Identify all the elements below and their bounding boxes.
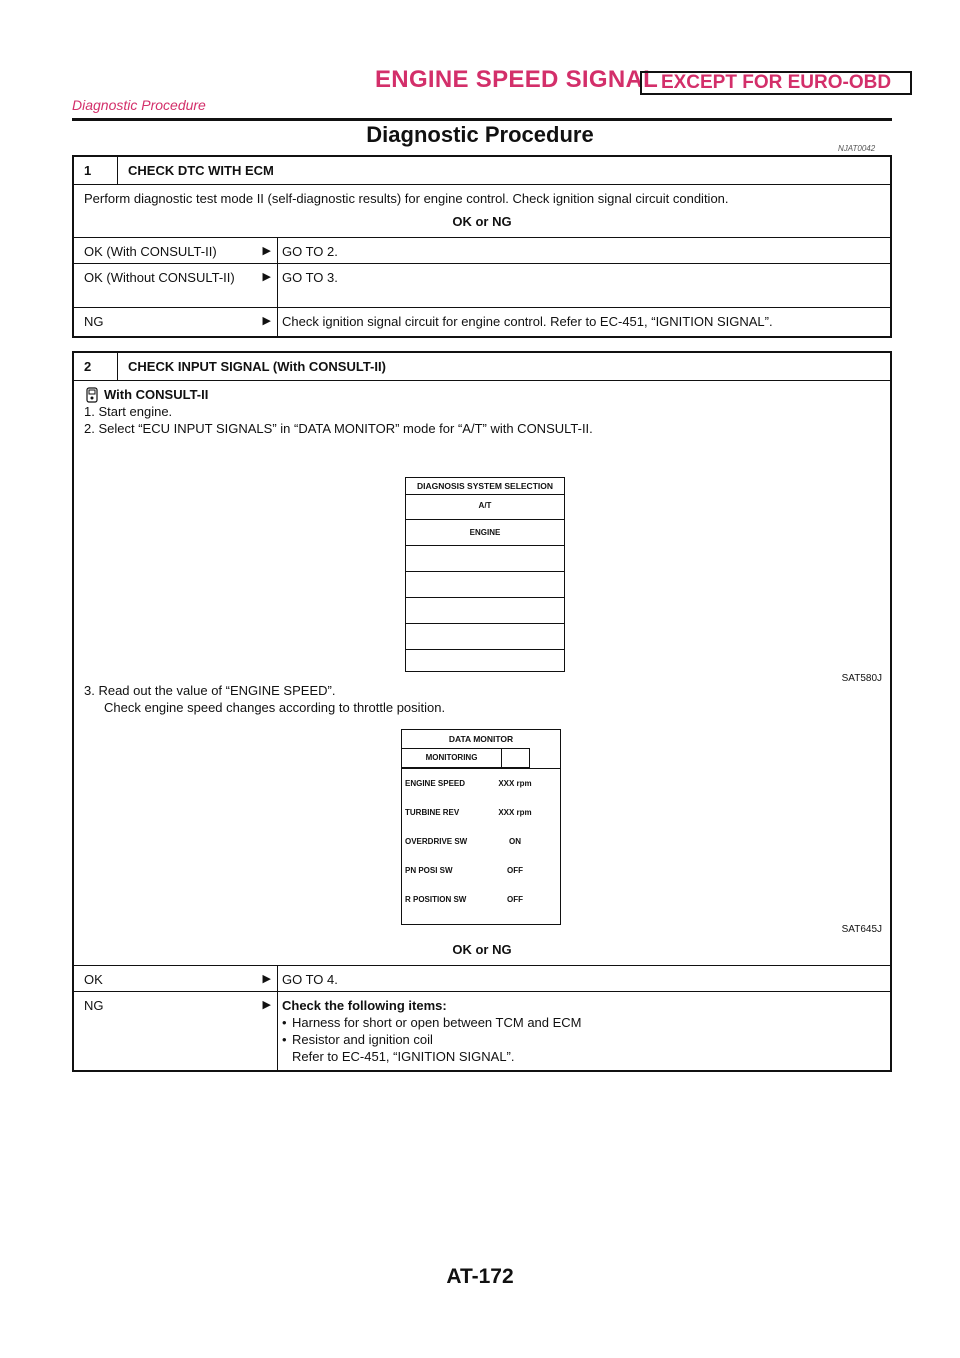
- diagnosis-system-selection-screen: [405, 477, 565, 672]
- screen2-row: TURBINE REV XXX rpm: [405, 808, 532, 817]
- step2-header: [74, 353, 890, 380]
- arrow-icon: ▶: [262, 245, 271, 257]
- figure-id-sat580j: SAT580J: [841, 673, 882, 684]
- screen2-tab-blank: [502, 748, 530, 768]
- screen2-row: OVERDRIVE SW ON: [405, 837, 521, 846]
- step1-ok-ng: OK or NG: [452, 214, 512, 229]
- step2-ng-label: NG: [84, 998, 104, 1013]
- instruction-2: 2. Select “ECU INPUT SIGNALS” in “DATA MONITOR” mode for “A/T” with CONSULT-II.: [84, 421, 593, 436]
- step1-result-row: [74, 237, 890, 263]
- screen1-item-engine: ENGINE: [406, 520, 564, 546]
- header-divider: [72, 118, 892, 121]
- step1-result-action: GO TO 2.: [277, 238, 890, 263]
- step2-ok-ng: OK or NG: [452, 942, 512, 957]
- reference-code: NJAT0042: [838, 144, 876, 153]
- step1-result-label: OK (With CONSULT-II): [84, 244, 217, 259]
- ng-check-title: Check the following items:: [282, 998, 447, 1013]
- data-monitor-screen: [401, 729, 561, 925]
- screen2-monitoring-tab: MONITORING: [402, 748, 502, 768]
- section-title: ENGINE SPEED SIGNAL: [375, 66, 659, 93]
- ng-refer-text: Refer to EC-451, “IGNITION SIGNAL”.: [292, 1049, 515, 1064]
- arrow-icon: ▶: [262, 315, 271, 327]
- screen2-row: PN POSI SW OFF: [405, 866, 523, 875]
- screen2-row: ENGINE SPEED XXX rpm: [405, 779, 532, 788]
- step2-number: 2: [74, 353, 118, 380]
- step1-body: [74, 184, 890, 237]
- with-consult-label: With CONSULT-II: [104, 387, 209, 402]
- instruction-1: 1. Start engine.: [84, 404, 173, 419]
- step1-result-label: OK (Without CONSULT-II): [84, 270, 235, 285]
- page-number: AT-172: [446, 1265, 514, 1288]
- step1-result-action: GO TO 3.: [277, 264, 890, 307]
- step2-title: CHECK INPUT SIGNAL (With CONSULT-II): [128, 359, 386, 374]
- section-subtitle: Diagnostic Procedure: [72, 97, 206, 113]
- arrow-icon: ▶: [262, 973, 271, 985]
- step2-result-ok: [74, 965, 890, 991]
- ng-check-item: • Resistor and ignition coil: [282, 1032, 433, 1047]
- step1-table: [72, 155, 892, 338]
- step1-result-label: NG: [84, 314, 104, 329]
- screen2-header: DATA MONITOR: [448, 734, 514, 744]
- screen1-header: DIAGNOSIS SYSTEM SELECTION: [406, 478, 564, 495]
- screen1-item-empty: [406, 546, 564, 572]
- step1-header: [74, 157, 890, 184]
- screen1-item-empty: [406, 624, 564, 650]
- consult-tool-icon: [84, 387, 100, 403]
- step2-ok-label: OK: [84, 972, 103, 987]
- step2-ng-action: [277, 992, 890, 1070]
- step2-ok-action: GO TO 4.: [277, 966, 890, 991]
- page-title: Diagnostic Procedure: [366, 122, 594, 147]
- arrow-icon: ▶: [262, 271, 271, 283]
- instruction-3-detail: Check engine speed changes according to throttle position.: [104, 700, 446, 715]
- screen1-item-empty: [406, 598, 564, 624]
- step1-result-row: [74, 263, 890, 307]
- ng-check-item: • Harness for short or open between TCM and ECM: [282, 1015, 582, 1030]
- step1-result-action: Check ignition signal circuit for engine control. Refer to EC-451, “IGNITION SIGNAL”.: [277, 308, 890, 336]
- step1-title: CHECK DTC WITH ECM: [128, 163, 274, 178]
- screen2-row: R POSITION SW OFF: [405, 895, 523, 904]
- screen1-item-empty: [406, 572, 564, 598]
- step2-result-ng: [74, 991, 890, 1070]
- figure-id-sat645j: SAT645J: [841, 924, 882, 935]
- instruction-3: 3. Read out the value of “ENGINE SPEED”.: [84, 683, 336, 698]
- screen1-item-a-t: A/T: [406, 495, 564, 520]
- step1-instruction: Perform diagnostic test mode II (self-diagnostic results) for engine control. Check ignition signal circuit condition.: [84, 191, 729, 206]
- except-for-euro-obd-label: EXCEPT FOR EURO-OBD: [640, 71, 912, 95]
- arrow-icon: ▶: [262, 999, 271, 1011]
- step1-number: 1: [74, 157, 118, 184]
- step2-table: [72, 351, 892, 1072]
- step2-body: [74, 380, 890, 957]
- step1-result-row: [74, 307, 890, 336]
